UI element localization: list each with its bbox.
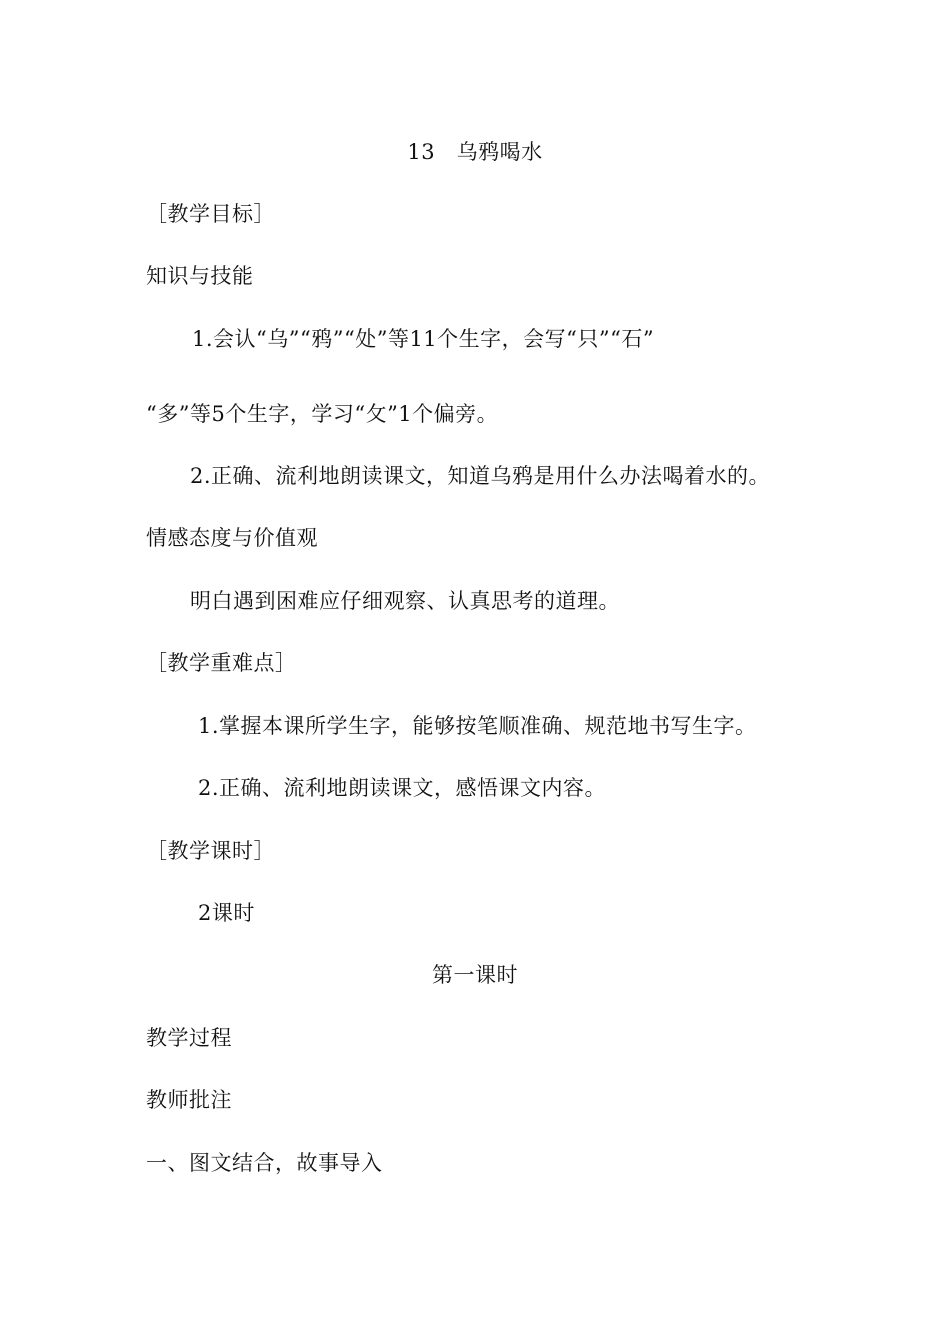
key-point-1: 1.掌握本课所学生字，能够按笔顺准确、规范地书写生字。	[198, 714, 757, 738]
first-lesson-heading: 第一课时	[432, 963, 518, 987]
process-heading: 教学过程	[146, 1026, 232, 1050]
hours-heading: ［教学课时］	[146, 839, 275, 863]
objective-2: 2.正确、流利地朗读课文，知道乌鸦是用什么办法喝着水的。	[190, 464, 771, 488]
attitude-values-text: 明白遇到困难应仔细观察、认真思考的道理。	[190, 589, 620, 613]
hours-value: 2课时	[198, 901, 255, 925]
key-point-2: 2.正确、流利地朗读课文，感悟课文内容。	[198, 776, 607, 800]
teacher-notes-heading: 教师批注	[146, 1088, 232, 1112]
document-title: 13 乌鸦喝水	[407, 140, 543, 164]
key-points-heading: ［教学重难点］	[146, 651, 297, 675]
objective-1-line1: 1.会认“乌”“鸦”“处”等11个生字，会写“只”“石”	[192, 327, 655, 351]
section-1-heading: 一、图文结合，故事导入	[146, 1151, 383, 1175]
attitude-values-heading: 情感态度与价值观	[146, 526, 318, 550]
objective-1-line2: “多”等5个生字，学习“攵”1个偏旁。	[146, 402, 499, 426]
objectives-heading: ［教学目标］	[146, 202, 275, 226]
knowledge-skills-heading: 知识与技能	[146, 264, 254, 288]
